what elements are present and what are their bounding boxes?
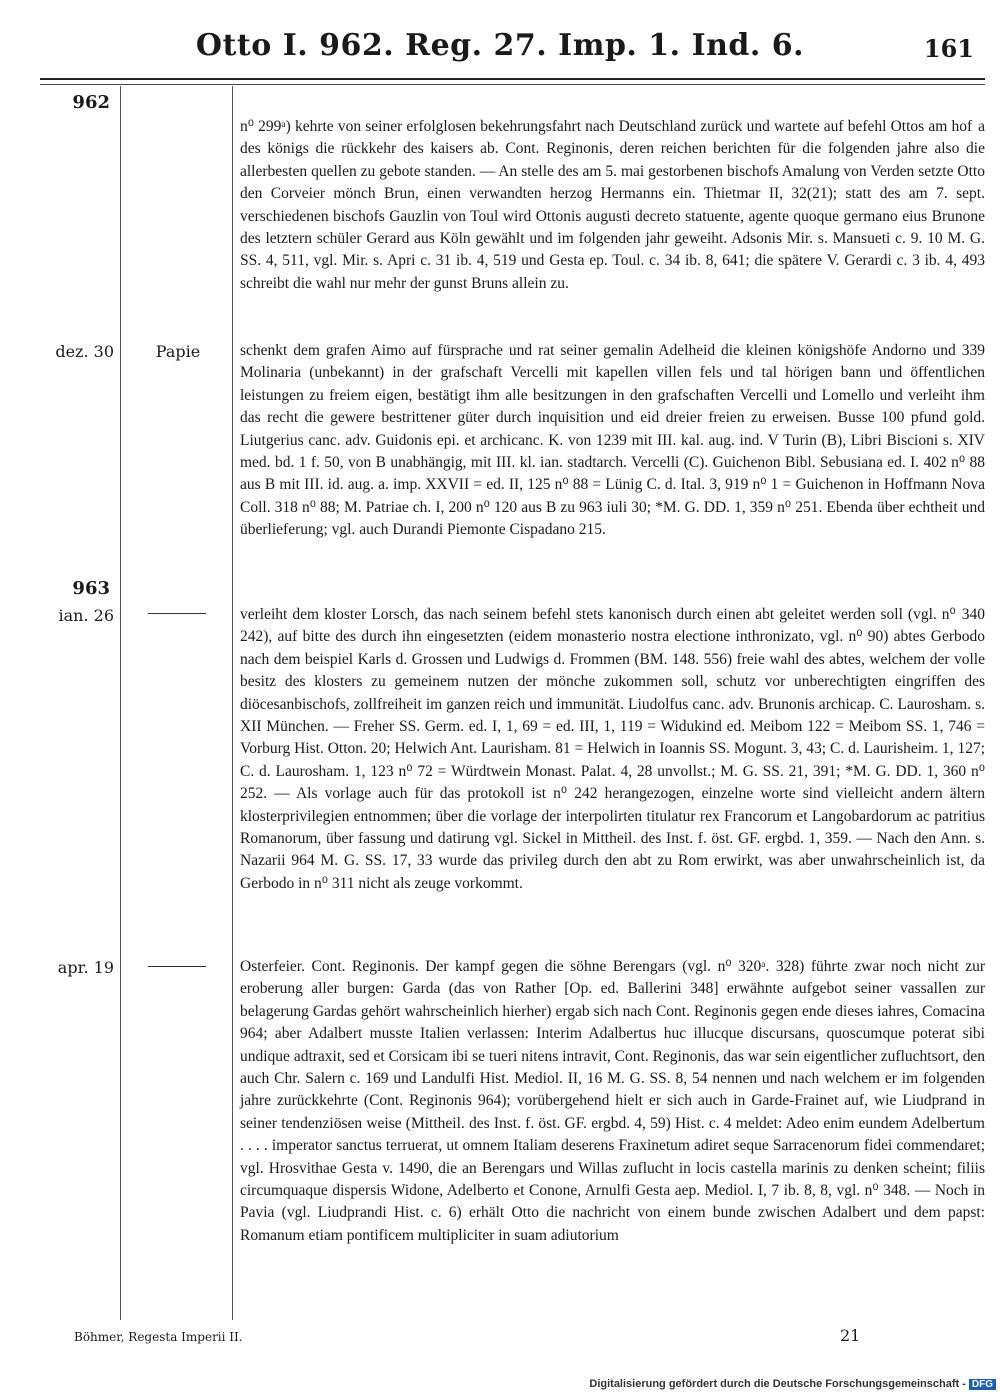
year-marker-962: 962 [72, 92, 110, 113]
year-marker-963: 963 [72, 578, 110, 599]
digitization-text: Digitalisierung gefördert durch die Deutsche Forschungsgemeinschaft - [589, 1378, 966, 1390]
regest-entry [240, 116, 985, 295]
dfg-logo: DFG [969, 1379, 996, 1390]
regest-entry [240, 956, 985, 1247]
entry-text: n⁰ 299ᵃ) kehrte von seiner erfolglosen bekehrungsfahrt nach Deutschland zurück und wartete auf befehl Ottos am hof des königs die rückkehr des kaisers ab. Cont. Reginonis, deren reichen berichten für die folgenden jahre also die allerbesten quellen zu gebote standen. — An stelle des am 5. mai gestorbenen bischofs Amalung von Verden setzte Otto den Corveier mönch Brun, einen verwandten herzog Hermanns ein. Thietmar II, 32(21); statt des am 7. sept. verschiedenen bischofs Gauzlin von Toul wird Ottonis augusti decreto statuente, agente quoque germano eius Brunone des letztern schüler Gerard aus Köln gewählt und im folgenden jahr geweiht. Adsonis Mir. s. Mansueti c. 9. 10 M. G. SS. 4, 511, vgl. Mir. s. Apri c. 31 ib. 4, 519 und Gesta ep. Toul. c. 34 ib. 8, 641; die spätere V. Gerardi c. 3 ib. 4, 493 schreibt die wahl nur mehr der gunst Bruns allein zu. [240, 118, 985, 292]
header-rule [40, 78, 985, 80]
header-rule-thin [40, 84, 985, 85]
column-divider-left [120, 86, 121, 1320]
entry-text: Osterfeier. Cont. Reginonis. Der kampf gegen die söhne Berengars (vgl. n⁰ 320ᵃ. 328) führte zwar noch nicht zur eroberung aller burgen: Garda (das von Rather [Op. ed. Ballerini 348] erwähnte aufgebot seiner vassallen zur belagerung Gardas gehört wahrscheinlich hierher) ergab sich nach Cont. Reginonis gegen ende dieses iahres, Comacina 964; aber Adalbert musste Italien verlassen: Interim Adalbertus huc illucque discursans, quoscumque poterat sibi undique adtraxit, sed et Corsicam ibi se tueri nitens intravit, Cont. Reginonis, das war sein eigentlicher zufluchtsort, den auch Chr. Salern c. 169 und Landulfi Hist. Mediol. II, 16 M. G. SS. 8, 54 nennen und nach welchem er im folgenden jahre zurückkehrte (Cont. Reginonis 964); vorübergehend hielt er sich auch in Garde-Frainet auf, wie Liudprand in seiner tendenziösen weise (Mittheil. des Inst. f. öst. GF. ergbd. 4, 59) Hist. c. 4 meldet: Adeo enim eundem Adelbertum . . . . imperator sanctus terruerat, ut omnem Italiam deserens Fraxinetum adiret seque Sarracenorum fidei commendaret; vgl. Hrosvithae Gesta v. 1490, die an Berengars und Willas zuflucht in locis castella marinis zu denken scheint; filiis circumquaque dispersis Widone, Adelberto et Conone, Arnulfi Gesta aep. Mediol. I, 7 ib. 8, 8, vgl. n⁰ 348. — Noch in Pavia (vgl. Liudprandi Hist. c. 6) erhält Otto die nachricht von einem bunde zwischen Adalbert und dem papst: Romanum etiam pontificem multipliciter in suam adiutorium [240, 958, 985, 1244]
entry-date: ian. 26 [58, 606, 114, 625]
source-citation: Böhmer, Regesta Imperii II. [74, 1330, 243, 1344]
entry-number: 339 [961, 342, 985, 359]
column-divider-right [232, 86, 233, 1320]
entry-text: verleiht dem kloster Lorsch, das nach seinem befehl stets kanonisch durch einen abt geleitet werden soll (vgl. n⁰ 242), auf bitte des durch ihn eingesetzten (eidem monasterio nostra electione inthronizato, vgl. n⁰ 90) abtes Gerbodo nach dem beispiel Karls d. Grossen und Ludwigs d. Frommen (BM. 148. 556) freie wahl des abtes, welchem der volle besitz des klosters zu gemeinem nutzen der mönche zukommen soll, schutz vor unberechtigten eingriffen des diöcesanbischofs, zollfreiheit im ganzen reich und immunität. Liudolfus canc. adv. Brunonis archicap. C. Laurosham. s. XII München. — Freher SS. Germ. ed. I, 1, 69 = ed. III, 1, 119 = Widukind ed. Meibom 122 = Meibom SS. 1, 746 = Vorburg Hist. Otton. 20; Helwich Ant. Laurisham. 81 = Helwich in Ioannis SS. Mogunt. 3, 43; C. d. Laurisheim. 1, 127; C. d. Laurosham. 1, 123 n⁰ 72 = Würdtwein Monast. Palat. 4, 28 unvollst.; M. G. SS. 21, 391; *M. G. DD. 1, 360 n⁰ 252. — Als vorlage auch für das protokoll ist n⁰ 242 herangezogen, einzelne worte sind vielleicht andern ältern klosterprivilegien entnommen; über die vorlage der interpolirten titulatur rex Francorum et Langobardorum ac patritius Romanorum, über fassung und datirung vgl. Sickel in Mittheil. des Inst. f. öst. GF. ergbd. 1, 359. — Nach den Ann. s. Nazarii 964 M. G. SS. 17, 33 wurde das privileg durch den abt zu Rom erwirkt, was aber unwahrscheinlich ist, da Gerbodo in n⁰ 311 nicht als zeuge vorkommt. [240, 606, 985, 892]
page-number: 161 [923, 34, 974, 63]
place-dash [148, 966, 206, 967]
entry-date: dez. 30 [55, 342, 114, 361]
digitization-note [589, 1378, 996, 1390]
entry-place: Papie [155, 342, 201, 361]
entry-number: 340 [961, 606, 985, 623]
entry-number: a [978, 118, 985, 135]
regest-entry [240, 604, 985, 895]
place-dash [148, 613, 206, 614]
signature-mark: 21 [840, 1326, 861, 1345]
page-title: Otto I. 962. Reg. 27. Imp. 1. Ind. 6. [195, 28, 805, 63]
entry-text: schenkt dem grafen Aimo auf fürsprache und rat seiner gemalin Adelheid die kleinen königshöfe Andorno und Molinaria (unbekannt) in der grafschaft Vercelli mit kapellen villen fels und tal hörigen bann und öffentlichen leistungen zu freiem eigen, bestätigt ihm alle besitzungen in den grafschaften Vercelli und Lomello und verleiht ihm das recht die gewere bestrittener güter durch inquisition und eid dreier freien zu erweisen. Busse 100 pfund gold. Liutgerius canc. adv. Guidonis epi. et archicanc. K. von 1239 mit III. kal. aug. ind. V Turin (B), Libri Biscioni s. XIV med. bd. 1 f. 50, von B unabhängig, mit III. kl. ian. stadtarch. Vercelli (C). Guichenon Bibl. Sebusiana ed. I. 402 n⁰ 88 aus B mit III. id. aug. a. imp. XXVII = ed. II, 125 n⁰ 88 = Lünig C. d. Ital. 3, 919 n⁰ 1 = Guichenon in Hoffmann Nova Coll. 318 n⁰ 88; M. Patriae ch. I, 200 n⁰ 120 aus B zu 963 iuli 30; *M. G. DD. 1, 359 n⁰ 251. Ebenda über echtheit und überlieferung; vgl. auch Durandi Piemonte Cispadano 215. [240, 342, 985, 539]
entry-date: apr. 19 [57, 958, 114, 977]
regest-entry [240, 340, 985, 542]
